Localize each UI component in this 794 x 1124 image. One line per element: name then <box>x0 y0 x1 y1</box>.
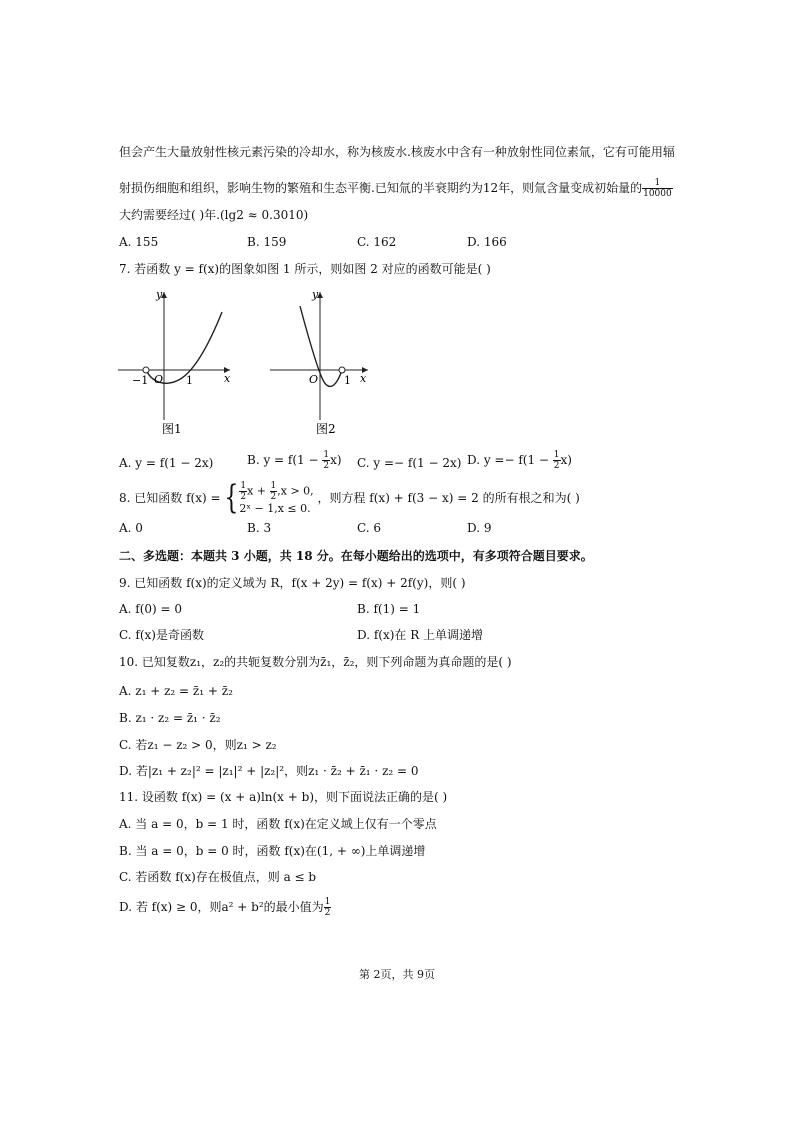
q7-option-b-frac-num: 1 <box>323 450 330 460</box>
q8-stem <box>119 481 580 516</box>
q7-option-d <box>467 450 572 471</box>
q6-option-c: C. 162 <box>357 235 397 249</box>
q8-case-2: 2ˣ − 1,x ≤ 0. <box>239 502 311 515</box>
q8-cases <box>239 481 313 516</box>
q6-line-3: 大约需要经过( )年.(lg2 ≈ 0.3010) <box>119 208 309 222</box>
section-2-heading: 二、多选题：本题共 3 小题，共 18 分。在每小题给出的选项中，有多项符合题目要求。 <box>119 549 593 563</box>
figure-2-open-point <box>339 367 345 373</box>
figure-2-curve <box>300 306 342 386</box>
figure-1-open-point <box>143 367 149 373</box>
figure-2-origin: O <box>309 373 319 386</box>
q7-option-a: A. y = f(1 − 2x) <box>119 456 214 470</box>
q8-case-1-mid: x + <box>247 484 270 498</box>
q7-option-b-suffix: x) <box>330 453 342 467</box>
q8-option-a: A. 0 <box>119 521 143 535</box>
q10-option-d: D. 若|z₁ + z₂|² = |z₁|² + |z₂|²，则z₁ · z̄₂ + z̄₁ · z₂ = 0 <box>119 764 419 778</box>
q11-option-d-frac <box>324 897 332 918</box>
q8-case-1-frac-num: 1 <box>240 481 247 491</box>
q8-case-1 <box>239 481 313 502</box>
q8-brace: { <box>224 479 239 517</box>
q8-option-d: D. 9 <box>467 521 492 535</box>
figure-1-origin: O <box>154 373 164 386</box>
figure-2-caption: 图2 <box>316 422 336 436</box>
figure-2-y-label: y <box>312 288 319 301</box>
q6-frac-num: 1 <box>642 178 673 189</box>
q9-option-a: A. f(0) = 0 <box>119 602 183 616</box>
q7-option-b-frac-den: 2 <box>323 461 330 471</box>
q11-option-d-text: D. 若 f(x) ≥ 0，则a² + b²的最小值为 <box>119 900 324 914</box>
figure-1-tick-pos: 1 <box>186 374 193 387</box>
q11-stem: 11. 设函数 f(x) = (x + a)ln(x + b)，则下面说法正确的是( ) <box>119 790 448 804</box>
figure-2-x-label: x <box>360 372 367 385</box>
figure-1 <box>118 288 231 436</box>
figure-1-x-label: x <box>224 372 231 385</box>
q8-case-1-frac-den: 2 <box>240 492 247 502</box>
q10-option-a: A. z₁ + z₂ = z̄₁ + z̄₂ <box>119 684 233 698</box>
q11-option-d-frac-den: 2 <box>324 908 331 918</box>
q7-option-d-frac-num: 1 <box>553 450 560 460</box>
figure-2-tick-pos: 1 <box>344 374 351 387</box>
figure-1-caption: 图1 <box>162 422 182 436</box>
q8-prefix: 8. 已知函数 f(x) = <box>119 491 221 505</box>
q8-case-1-frac <box>239 481 247 502</box>
q7-option-d-frac-den: 2 <box>553 461 560 471</box>
q7-option-b-frac <box>322 450 330 471</box>
figure-2 <box>270 288 368 436</box>
q10-option-b: B. z₁ · z₂ = z̄₁ · z̄₂ <box>119 711 221 725</box>
q11-option-d <box>119 897 331 918</box>
q6-line-1: 但会产生大量放射性核元素污染的冷却水，称为核废水.核废水中含有一种放射性同位素氚，它有可能用辐 <box>119 145 675 159</box>
figure-1-tick-neg: −1 <box>132 374 149 387</box>
q8-suffix: ，则方程 f(x) + f(3 − x) = 2 的所有根之和为( ) <box>317 491 580 505</box>
q9-option-c: C. f(x)是奇函数 <box>119 628 204 642</box>
q8-option-c: C. 6 <box>357 521 382 535</box>
q6-option-d: D. 166 <box>467 235 507 249</box>
q7-option-b <box>247 450 342 471</box>
q6-frac-den: 10000 <box>643 189 672 199</box>
q11-option-a: A. 当 a = 0，b = 1 时，函数 f(x)在定义域上仅有一个零点 <box>119 817 437 831</box>
q8-option-b: B. 3 <box>247 521 272 535</box>
q6-fraction <box>642 178 673 199</box>
q11-option-c: C. 若函数 f(x)存在极值点，则 a ≤ b <box>119 870 317 884</box>
q7-option-d-suffix: x) <box>560 453 572 467</box>
q7-option-c: C. y =− f(1 − 2x) <box>357 456 462 470</box>
q7-option-d-frac <box>553 450 561 471</box>
q6-line-2-text: 射损伤细胞和组织，影响生物的繁殖和生态平衡.已知氚的半衰期约为12年，则氚含量变成初始量的 <box>119 181 643 195</box>
q8-case-1-end: ,x > 0, <box>277 484 314 498</box>
q8-case-1-frac-2-num: 1 <box>270 481 277 491</box>
page-footer: 第 2页，共 9页 <box>359 968 435 981</box>
q9-option-d: D. f(x)在 R 上单调递增 <box>357 628 484 642</box>
q11-option-d-frac-num: 1 <box>324 897 331 907</box>
q9-option-b: B. f(1) = 1 <box>357 602 421 616</box>
q7-option-b-text: B. y = f(1 − <box>247 453 323 467</box>
q6-option-a: A. 155 <box>119 235 159 249</box>
q11-option-b: B. 当 a = 0，b = 0 时，函数 f(x)在(1, + ∞)上单调递增 <box>119 844 426 858</box>
figure-1-y-label: y <box>156 288 163 301</box>
q10-stem: 10. 已知复数z₁，z₂的共轭复数分别为z̄₁，z̄₂，则下列命题为真命题的是( ) <box>119 655 512 669</box>
q7-option-d-text: D. y =− f(1 − <box>467 453 553 467</box>
q9-stem: 9. 已知函数 f(x)的定义域为 R，f(x + 2y) = f(x) + 2f(y)，则( ) <box>119 576 466 590</box>
q6-line-2 <box>119 178 673 199</box>
q10-option-c: C. 若z₁ − z₂ > 0，则z₁ > z₂ <box>119 738 277 752</box>
q6-option-b: B. 159 <box>247 235 287 249</box>
q7-stem: 7. 若函数 y = f(x)的图象如图 1 所示，则如图 2 对应的函数可能是( ) <box>119 262 491 276</box>
q8-case-1-frac-2-den: 2 <box>270 492 277 502</box>
q7-figures <box>110 282 370 442</box>
